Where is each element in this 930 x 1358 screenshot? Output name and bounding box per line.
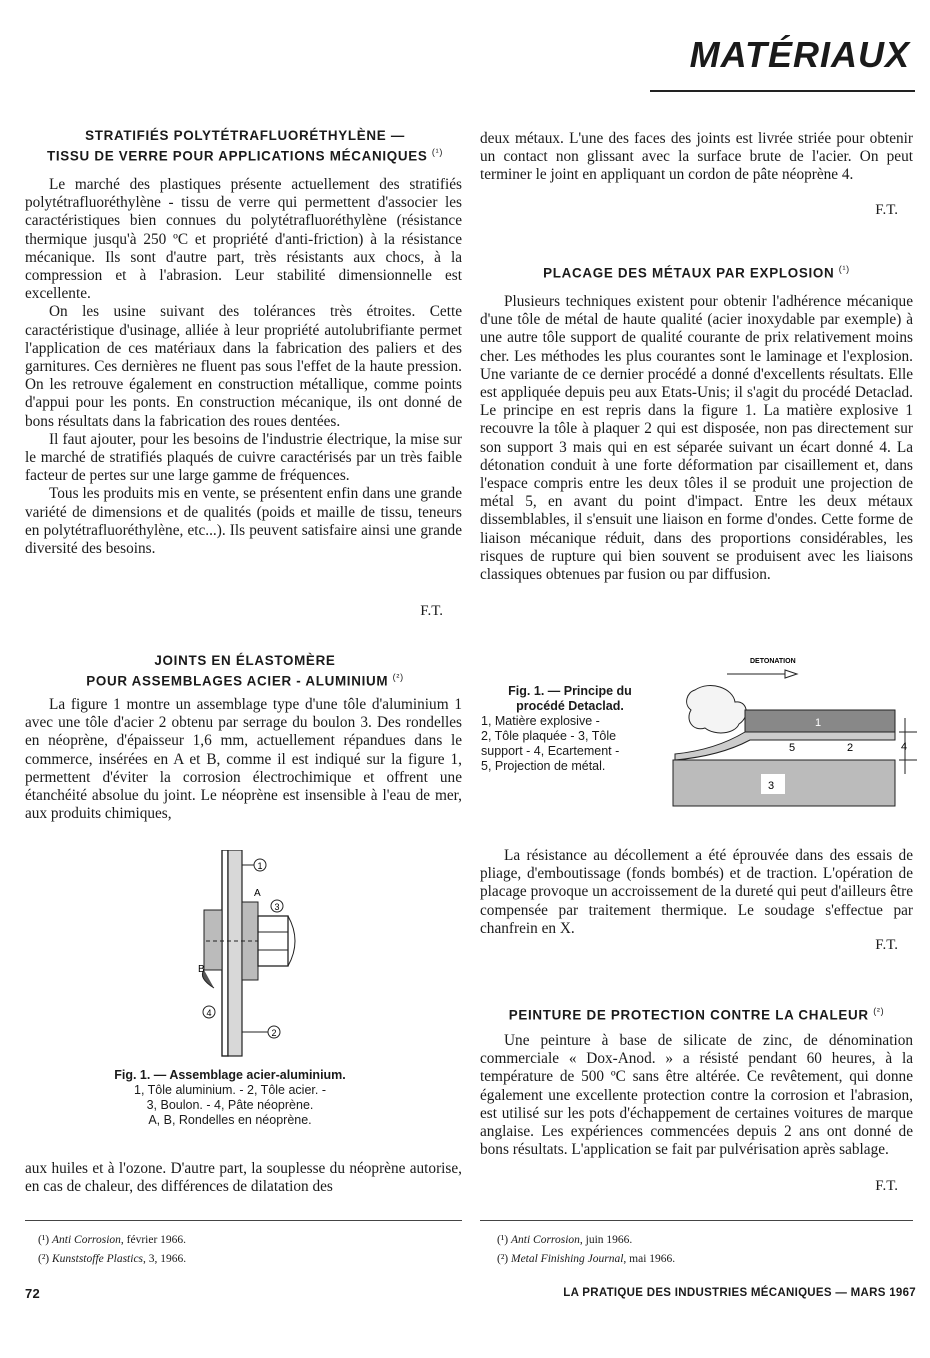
- figure-caption-joints: [110, 1068, 350, 1128]
- article-body-placage-continued: [480, 847, 913, 938]
- page-number: 72: [25, 1286, 41, 1301]
- title-line: PLACAGE DES MÉTAUX PAR EXPLOSION: [543, 265, 835, 281]
- figure-caption-detaclad: [481, 684, 659, 774]
- footnotes-right: [497, 1231, 897, 1269]
- bolt-head: [258, 916, 288, 966]
- footnote-ref: (¹): [838, 264, 850, 274]
- title-line: POUR ASSEMBLAGES ACIER - ALUMINIUM: [86, 673, 389, 689]
- explosion-cloud: [687, 686, 747, 733]
- caption-line: 5, Projection de métal.: [481, 759, 606, 773]
- label-1: 1: [815, 717, 822, 729]
- journal-footer: LA PRATIQUE DES INDUSTRIES MÉCANIQUES — MARS 1967: [563, 1287, 916, 1299]
- footnote: (¹) Anti Corrosion, février 1966.: [38, 1234, 187, 1246]
- label-2: 2: [271, 1028, 277, 1038]
- page-section-title: MATÉRIAUX: [689, 34, 910, 75]
- footnote-ref: (¹): [431, 147, 444, 157]
- washer-b: [204, 910, 222, 970]
- article-body-placage: [480, 293, 913, 584]
- caption-title: Fig. 1. — Principe du: [508, 684, 632, 698]
- label-2: 2: [847, 742, 854, 754]
- caption-line: 1, Tôle aluminium. - 2, Tôle acier. -: [134, 1083, 326, 1097]
- header-rule: [650, 90, 915, 92]
- signature: F.T.: [875, 202, 898, 218]
- section-title-placage: [480, 261, 913, 281]
- section-title-joints: [25, 652, 465, 689]
- signature: F.T.: [420, 603, 443, 619]
- signature: F.T.: [875, 1178, 898, 1194]
- footnote-rule-left: [25, 1220, 462, 1221]
- section-title-stratifies: [25, 127, 465, 164]
- paragraph: Plusieurs techniques existent pour obtenir l'adhérence mécanique d'une tôle de métal de haute qualité (acier inoxydable par exemple) à une autre tôle support de qualité courante de prix relativement moins cher. Les méthodes les plus courantes sont le laminage et l'explosion. Une variante de ce dernier procédé a donné d'excellents résultats. Elle est appliquée depuis peu aux Etats-Unis; il s'agit du procédé Detaclad. Le principe en est repris dans la figure 1. La matière explosive 1 recouvre la tôle à plaquer 2 qui est disposée, non pas directement sur son support 3 mais qui en est séparée suivant un écart donné 4. La détonation conduit à une forte déformation par cisaillement et, dans l'espace compris entre les deux tôles il se produit une projection de métal 5, en avant du point d'impact. Entre les deux métaux dissemblables, il s'ensuit une liaison en forme d'ondes. Cette forme de liaison mécanique réduit, dans des proportions considérables, les risques de rupture qui bien souvent se produisent avec les liaisons classiques obtenues par fusion ou par diffusion.: [480, 293, 913, 584]
- article-body-joints: [25, 696, 462, 823]
- paragraph: On les usine suivant des tolérances très étroites. Cette caractéristique d'usinage, alliée à leur propriété autolubrifiante permet l'application de ces matériaux dans la fabrication des paliers et des garnitures. Ces dernières ne fluent pas sous l'effet de la haute pression. On les retrouve également en construction métallique, comme points d'appui pour les ponts. En construction mécanique, ils ont donné de bons résultats dans la fabrication des roues dentées.: [25, 303, 462, 430]
- article-body-stratifies: [25, 176, 462, 558]
- paragraph: aux huiles et à l'ozone. D'autre part, la souplesse du néoprène autorise, en cas de chaleur, des différences de dilatation des: [25, 1160, 462, 1196]
- caption-line: A, B, Rondelles en néoprène.: [148, 1113, 312, 1127]
- footnote: (²) Kunststoffe Plastics, 3, 1966.: [38, 1253, 187, 1265]
- label-3: 3: [274, 902, 280, 912]
- paragraph: Le marché des plastiques présente actuellement des stratifiés polytétrafluoréthylène - tissu de verre qui permettent d'associer les caractéristiques bien connues du polytétrafluoréthylène (résistance thermique jusqu'à 250 ºC et propriété d'anti-friction) à la résistance mécanique. Ils sont d'autre part, très résistants aux chocs, à la compression et à l'abrasion. Leur stabilité dimensionnelle est excellente.: [25, 176, 462, 303]
- footnote: (¹) Anti Corrosion, juin 1966.: [497, 1234, 633, 1246]
- label-4: 4: [206, 1008, 212, 1018]
- section-title-peinture: [480, 1003, 913, 1023]
- footnote-rule-right: [480, 1220, 913, 1221]
- caption-title: procédé Detaclad.: [516, 699, 624, 713]
- caption-line: 3, Boulon. - 4, Pâte néoprène.: [146, 1098, 314, 1112]
- title-line: PEINTURE DE PROTECTION CONTRE LA CHALEUR: [508, 1007, 869, 1023]
- steel-sheet: [228, 850, 242, 1056]
- paragraph: Il faut ajouter, pour les besoins de l'industrie électrique, la mise sur le marché de stratifiés plaqués de cuivre caractérisés par un très faible facteur de pertes sur une large gamme de fréquences.: [25, 430, 462, 485]
- signature: F.T.: [875, 937, 898, 953]
- paragraph: Une peinture à base de silicate de zinc, de dénomination commerciale « Dox-Anod. » a résisté pendant 60 heures, à la température de 500 ºC sans être altérée. Ce revêtement, qui donne également une excellente protection contre la corrosion et l'abrasion, est utilisé sur les pots d'échappement de certaines voitures de marque anglaise. Les expériences commencées depuis 2 ans ont donné de bons résultats. L'application se fait par pulvérisation après sablage.: [480, 1032, 913, 1159]
- figure-detaclad: [655, 650, 917, 812]
- label-5: 5: [789, 742, 796, 754]
- figure-assemblage-acier-aluminium: [190, 850, 310, 1060]
- article-body-peinture: [480, 1032, 913, 1159]
- article-body-joints-continued: [25, 1160, 462, 1196]
- caption-title: Fig. 1. — Assemblage acier-aluminium.: [114, 1068, 346, 1082]
- paragraph: Tous les produits mis en vente, se présentent enfin dans une grande variété de dimensions et de qualités (poids et maille de tissu, teneurs en polytétrafluoréthylène, etc...). Ils peuvent satisfaire ainsi une grande diversité des besoins.: [25, 485, 462, 558]
- footnote: (²) Metal Finishing Journal, mai 1966.: [497, 1253, 676, 1265]
- paragraph: La figure 1 montre un assemblage type d'une tôle d'aluminium 1 avec une tôle d'acier 2 obtenu par serrage du boulon 3. Des rondelles en néoprène, d'épaisseur 1,6 mm, actuellement répandues dans le commerce, insérées en A et B, comme il est indiqué sur la figure 1, permettent d'éviter la corrosion électrochimique et offrent une étanchéité absolue du joint. Le néoprène est insensible à l'eau de mer, aux produits chimiques,: [25, 696, 462, 823]
- label-3: 3: [768, 780, 775, 792]
- footnotes-left: [38, 1231, 438, 1269]
- paragraph: deux métaux. L'une des faces des joints est livrée striée pour obtenir un contact non glissant avec la surface brute de l'acier. On peut terminer le joint en appliquant un cordon de pâte néoprène 4.: [480, 130, 913, 184]
- label-b: B: [198, 964, 205, 975]
- title-line: STRATIFIÉS POLYTÉTRAFLUORÉTHYLÈNE —: [85, 128, 405, 143]
- aluminium-sheet: [222, 850, 228, 1056]
- article-body-joints-right: [480, 130, 913, 185]
- footnote-ref: (²): [392, 672, 404, 682]
- title-line: TISSU DE VERRE POUR APPLICATIONS MÉCANIQUES: [46, 148, 428, 164]
- clad-plate: [675, 732, 895, 760]
- caption-line: support - 4, Ecartement -: [481, 744, 620, 758]
- caption-line: 1, Matière explosive -: [481, 714, 600, 728]
- title-line: JOINTS EN ÉLASTOMÈRE: [154, 653, 336, 668]
- label-a: A: [254, 888, 261, 899]
- footnote-ref: (²): [873, 1006, 885, 1016]
- paragraph: La résistance au décollement a été éprouvée dans des essais de pliage, d'emboutissage (fonds bombés) et de traction. L'opération de placage provoque un accroissement de la dureté qui peut d'ailleurs être compensée par traitement thermique. Le soudage s'effectue par chanfrein en X.: [480, 847, 913, 937]
- label-4: 4: [901, 741, 908, 753]
- caption-line: 2, Tôle plaquée - 3, Tôle: [481, 729, 617, 743]
- detonation-label: DETONATION: [750, 658, 796, 665]
- label-1: 1: [257, 861, 263, 871]
